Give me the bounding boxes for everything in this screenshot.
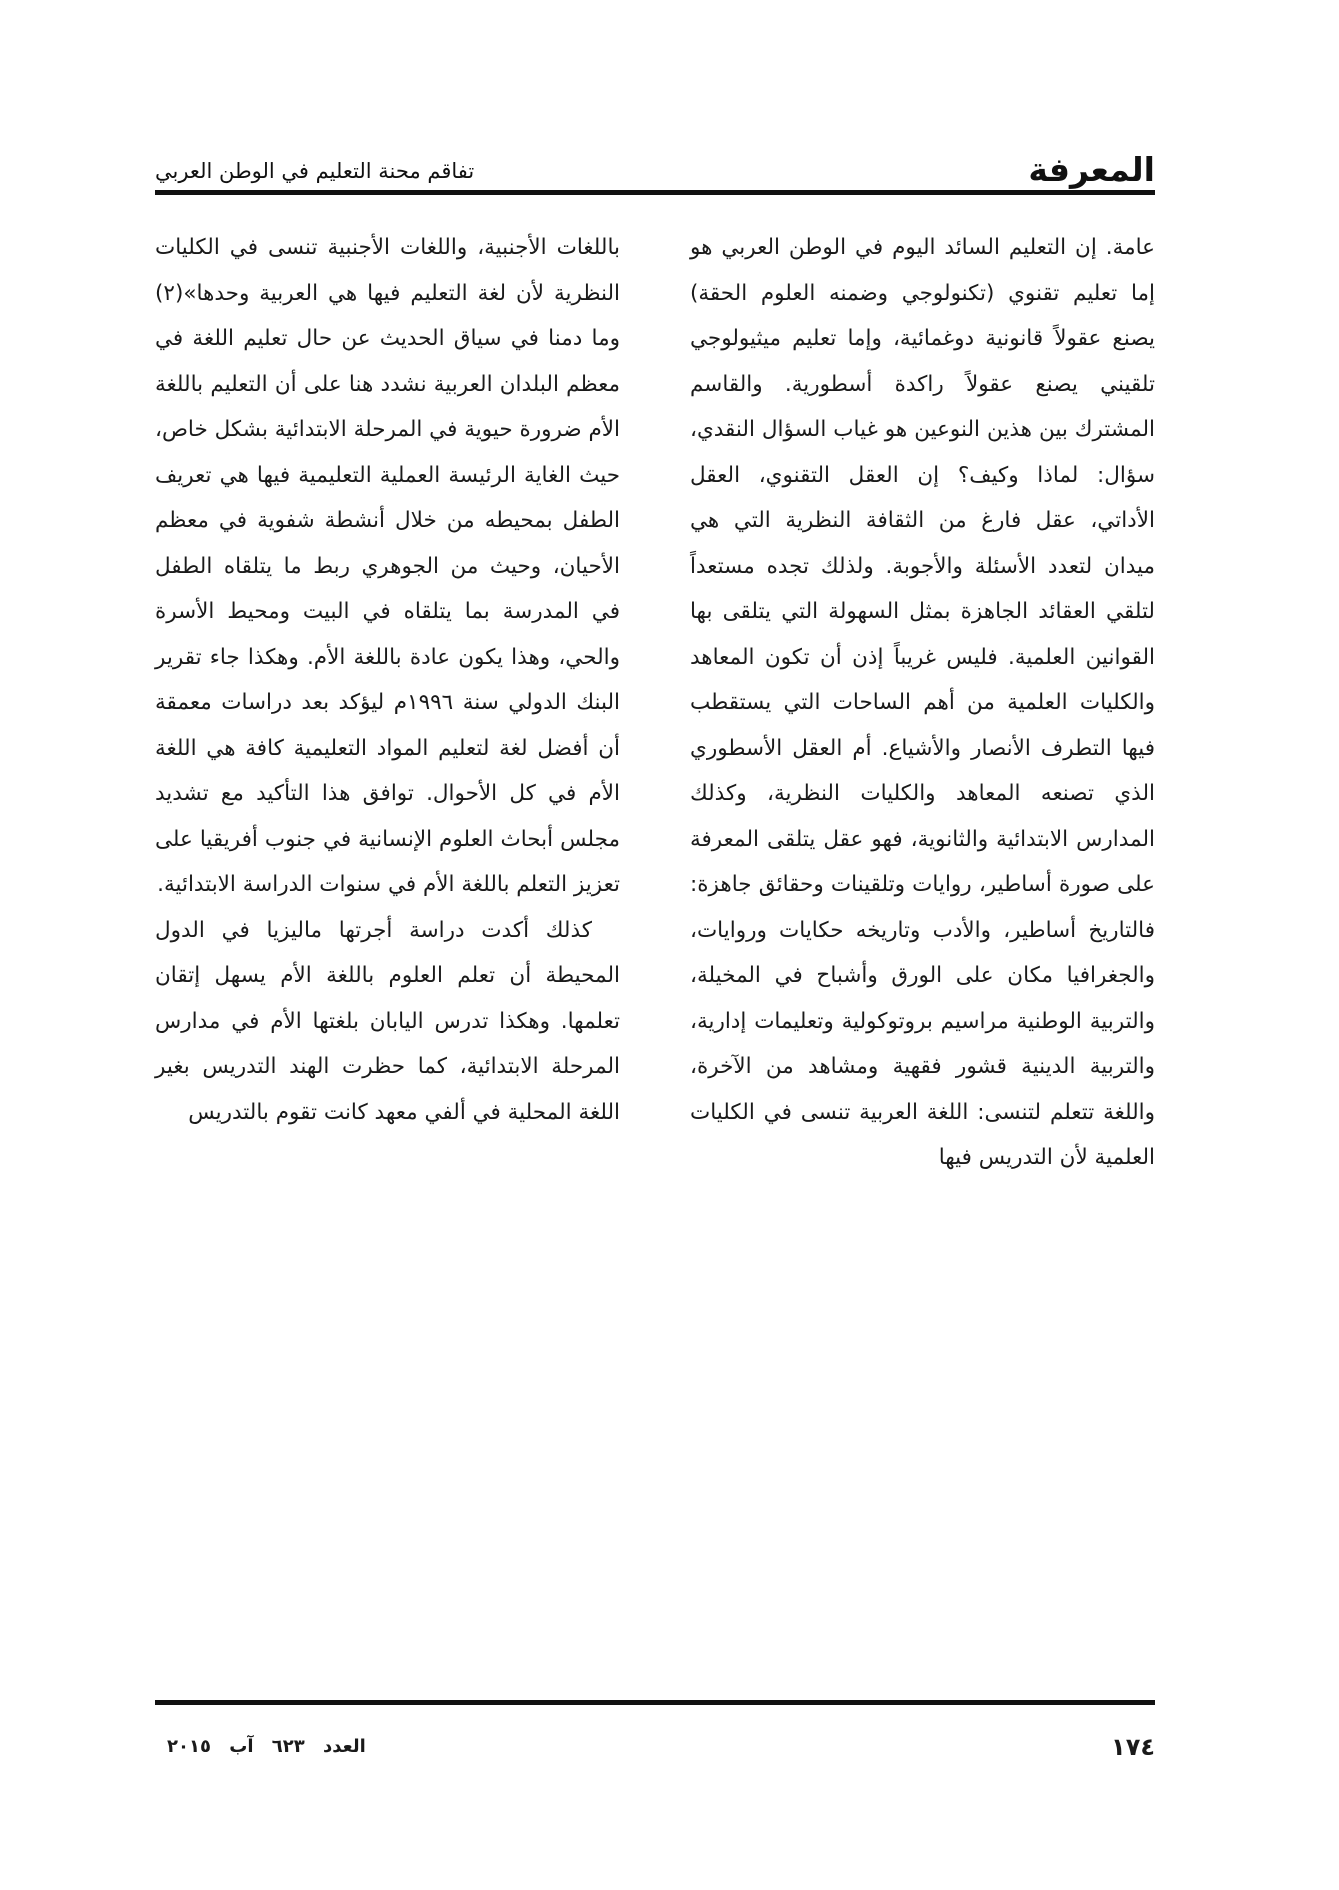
issue-year: ٢٠١٥ — [167, 1736, 211, 1757]
issue-label: العدد — [323, 1736, 366, 1757]
magazine-logo: المعرفة — [1028, 150, 1155, 189]
text-column-right — [690, 225, 1155, 1181]
paragraph: باللغات الأجنبية، واللغات الأجنبية تنسى في الكليات النظرية لأن لغة التعليم فيها هي العربية وحدها»(٢) وما دمنا في سياق الحديث عن حال تعليم اللغة في معظم البلدان العربية نشدد هنا على أن التعليم باللغة الأم ضرورة حيوية في المرحلة الابتدائية بشكل خاص، حيث الغاية الرئيسة العملية التعليمية فيها هي تعريف الطفل بمحيطه من خلال أنشطة شفوية في معظم الأحيان، وحيث من الجوهري ربط ما يتلقاه الطفل في المدرسة بما يتلقاه في البيت ومحيط الأسرة والحي، وهذا يكون عادة باللغة الأم. وهكذا جاء تقرير البنك الدولي سنة ١٩٩٦م ليؤكد بعد دراسات معمقة أن أفضل لغة لتعليم المواد التعليمية كافة هي اللغة الأم في كل الأحوال. توافق هذا التأكيد مع تشديد مجلس أبحاث العلوم الإنسانية في جنوب أفريقيا على تعزيز التعلم باللغة الأم في سنوات الدراسة الابتدائية. — [155, 235, 620, 897]
text-column-left — [155, 225, 620, 1135]
paragraph: كذلك أكدت دراسة أجرتها ماليزيا في الدول المحيطة أن تعلم العلوم باللغة الأم يسهل إتقان تعلمها. وهكذا تدرس اليابان بلغتها الأم في مدارس المرحلة الابتدائية، كما حظرت الهند التدريس بغير اللغة المحلية في ألفي معهد كانت تقوم بالتدريس — [155, 917, 620, 1125]
header-rule — [155, 190, 1155, 195]
issue-number: ٦٢٣ — [271, 1736, 305, 1757]
footer-rule — [155, 1700, 1155, 1705]
running-title: تفاقم محنة التعليم في الوطن العربي — [155, 159, 475, 183]
issue-info — [155, 1730, 366, 1764]
issue-month: آب — [229, 1736, 254, 1757]
paragraph: عامة. إن التعليم السائد اليوم في الوطن العربي هو إما تعليم تقنوي (تكنولوجي وضمنه العلوم الحقة) يصنع عقولاً قانونية دوغمائية، وإما تعليم ميثيولوجي تلقيني يصنع عقولاً راكدة أسطورية. والقاسم المشترك بين هذين النوعين هو غياب السؤال النقدي، سؤال: لماذا وكيف؟ إن العقل التقنوي، العقل الأداتي، عقل فارغ من الثقافة النظرية التي هي ميدان لتعدد الأسئلة والأجوبة. ولذلك تجده مستعداً لتلقي العقائد الجاهزة بمثل السهولة التي يتلقى بها القوانين العلمية. فليس غريباً إذن أن تكون المعاهد والكليات العلمية من أهم الساحات التي يستقطب فيها التطرف الأنصار والأشياع. أم العقل الأسطوري الذي تصنعه المعاهد والكليات النظرية، وكذلك المدارس الابتدائية والثانوية، فهو عقل يتلقى المعرفة على صورة أساطير، روايات وتلقينات وحقائق جاهزة: فالتاريخ أساطير، والأدب وتاريخه حكايات وروايات، والجغرافيا مكان على الورق وأشباح في المخيلة، والتربية الوطنية مراسيم بروتوكولية وتعليمات إدارية، والتربية الدينية قشور فقهية ومشاهد من الآخرة، واللغة تتعلم لتنسى: اللغة العربية تنسى في الكليات العلمية لأن التدريس فيها — [690, 235, 1155, 1170]
page-number: ١٧٤ — [1111, 1733, 1155, 1761]
page-footer — [155, 1730, 1155, 1770]
